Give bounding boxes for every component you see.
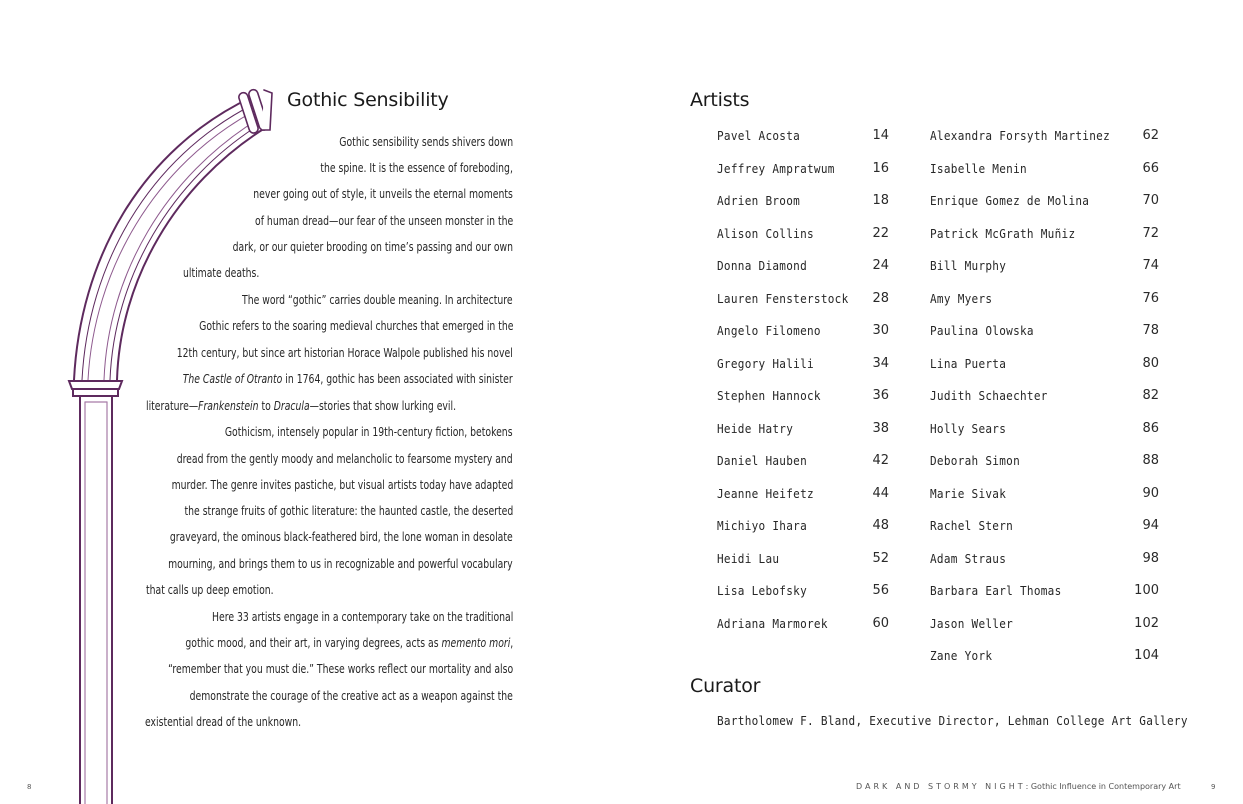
artist-name: Deborah Simon	[930, 454, 1021, 468]
artist-name: Pavel Acosta	[717, 129, 801, 143]
right-page	[622, 0, 1243, 804]
artist-name: Patrick McGrath Muñiz	[930, 226, 1076, 241]
artist-page-number: 34	[872, 355, 889, 371]
essay-line: existential dread of the unknown.	[145, 715, 302, 729]
page-number-right: 9	[1211, 783, 1216, 791]
artist-page-number: 98	[1142, 550, 1159, 566]
artist-page-number: 74	[1142, 258, 1159, 273]
artist-name: Daniel Hauben	[717, 454, 808, 468]
artist-page-number: 22	[872, 225, 889, 241]
artist-page-number: 28	[872, 290, 889, 306]
artist-name: Judith Schaechter	[930, 389, 1048, 403]
artist-page-number: 44	[872, 485, 889, 501]
artist-name: Bill Murphy	[930, 259, 1007, 273]
artist-name: Stephen Hannock	[717, 389, 821, 403]
artist-page-number: 80	[1142, 355, 1159, 371]
artist-name: Adriana Marmorek	[717, 616, 828, 631]
artist-page-number: 66	[1142, 160, 1159, 176]
artist-page-number: 94	[1142, 518, 1159, 533]
essay-line: dread from the gently moody and melancholic to fearsome mystery and	[177, 452, 513, 466]
artist-name: Heide Hatry	[717, 421, 794, 436]
artist-page-number: 78	[1142, 323, 1159, 338]
publication-subtitle: : Gothic Influence in Contemporary Art	[1025, 782, 1181, 791]
artist-name: Heidi Lau	[717, 551, 780, 566]
artist-name: Enrique Gomez de Molina	[930, 194, 1090, 208]
essay-line: 12th century, but since art historian Horace Walpole published his novel	[176, 346, 513, 360]
left-page	[0, 0, 621, 804]
artist-name: Marie Sivak	[930, 486, 1007, 501]
artist-name: Lisa Lebofsky	[717, 584, 808, 598]
essay-line: of human dread—our fear of the unseen monster in the	[254, 214, 513, 228]
artist-page-number: 90	[1142, 485, 1159, 501]
artist-name: Gregory Halili	[717, 356, 814, 371]
artist-page-number: 14	[872, 128, 889, 143]
essay-line-frankenstein: literature—Frankenstein to Dracula—stories that show lurking evil.	[146, 399, 457, 413]
italic-phrase: memento mori	[441, 636, 511, 650]
artists-heading: Artists	[690, 89, 750, 111]
artist-page-number: 24	[872, 258, 889, 273]
artist-page-number: 60	[872, 615, 889, 631]
artist-name: Paulina Olowska	[930, 324, 1034, 338]
artist-page-number: 38	[872, 420, 889, 436]
essay-line: never going out of style, it unveils the eternal moments	[253, 187, 513, 201]
artist-name: Jeffrey Ampratwum	[717, 161, 835, 176]
artist-page-number: 86	[1142, 420, 1159, 436]
artist-page-number: 102	[1134, 615, 1159, 631]
essay-line: Gothicism, intensely popular in 19th-century fiction, betokens	[225, 425, 513, 439]
essay-line: that calls up deep emotion.	[146, 583, 274, 597]
artist-page-number: 62	[1142, 128, 1159, 143]
artist-page-number: 76	[1142, 290, 1159, 306]
artist-page-number: 16	[872, 160, 889, 176]
essay-line: the spine. It is the essence of foreboding,	[320, 161, 513, 175]
artist-name: Adam Straus	[930, 551, 1007, 566]
page-title: Gothic Sensibility	[287, 89, 449, 111]
artist-page-number: 104	[1134, 648, 1159, 663]
artist-page-number: 36	[872, 388, 889, 403]
italic-title: Frankenstein	[198, 399, 259, 413]
artist-name: Amy Myers	[930, 291, 993, 306]
artist-name: Michiyo Ihara	[717, 519, 808, 533]
artist-page-number: 42	[872, 453, 889, 468]
essay-line: dark, or our quieter brooding on time’s passing and our own	[232, 240, 513, 254]
artist-name: Adrien Broom	[717, 194, 801, 208]
artist-name: Donna Diamond	[717, 259, 808, 273]
artist-name: Barbara Earl Thomas	[930, 584, 1062, 598]
artist-name: Lina Puerta	[930, 356, 1007, 371]
artist-page-number: 72	[1142, 225, 1159, 241]
artist-name: Jason Weller	[930, 616, 1014, 631]
essay-line: mourning, and brings them to us in recognizable and powerful vocabulary	[168, 557, 513, 571]
artist-page-number: 52	[872, 550, 889, 566]
essay-line-castle-of-otranto: The Castle of Otranto in 1764, gothic has been associated with sinister	[183, 372, 513, 386]
artist-page-number: 82	[1142, 388, 1159, 403]
essay-line: demonstrate the courage of the creative act as a weapon against the	[189, 689, 513, 703]
artist-name: Alison Collins	[717, 226, 814, 241]
artist-name: Isabelle Menin	[930, 161, 1027, 176]
essay-line-memento-mori: gothic mood, and their art, in varying degrees, acts as memento mori,	[185, 636, 513, 650]
artist-page-number: 100	[1134, 583, 1159, 598]
curator-heading: Curator	[690, 675, 761, 697]
artist-page-number: 48	[872, 518, 889, 533]
artist-name: Zane York	[930, 649, 993, 663]
artist-name: Jeanne Heifetz	[717, 486, 814, 501]
artist-page-number: 18	[872, 193, 889, 208]
artist-name: Holly Sears	[930, 421, 1007, 436]
essay-line: The word “gothic” carries double meaning. In architecture	[242, 293, 513, 307]
publication-title: DARK AND STORMY NIGHT	[856, 782, 1026, 791]
essay-line: the strange fruits of gothic literature: the haunted castle, the deserted	[184, 504, 513, 518]
essay-line: murder. The genre invites pastiche, but visual artists today have adapted	[171, 478, 513, 492]
essay-line: “remember that you must die.” These works reflect our mortality and also	[168, 662, 513, 676]
artist-page-number: 30	[872, 323, 889, 338]
artist-name: Alexandra Forsyth Martinez	[930, 129, 1110, 143]
artist-page-number: 88	[1142, 453, 1159, 468]
artist-name: Rachel Stern	[930, 519, 1014, 533]
artist-page-number: 56	[872, 583, 889, 598]
italic-title: Dracula	[273, 399, 310, 413]
essay-line: graveyard, the ominous black-feathered bird, the lone woman in desolate	[170, 530, 513, 544]
curator-name: Bartholomew F. Bland, Executive Director, Lehman College Art Gallery	[717, 714, 1188, 728]
artist-name: Lauren Fensterstock	[717, 291, 849, 306]
italic-title: The Castle of Otranto	[183, 372, 283, 386]
essay-line: Here 33 artists engage in a contemporary take on the traditional	[211, 610, 513, 624]
essay-line: ultimate deaths.	[183, 266, 260, 280]
running-footer	[856, 782, 1181, 791]
page-number-left: 8	[27, 783, 32, 791]
essay-line: Gothic refers to the soaring medieval churches that emerged in the	[198, 319, 513, 333]
essay-line: Gothic sensibility sends shivers down	[339, 135, 513, 149]
artist-page-number: 70	[1142, 193, 1159, 208]
artist-name: Angelo Filomeno	[717, 324, 821, 338]
